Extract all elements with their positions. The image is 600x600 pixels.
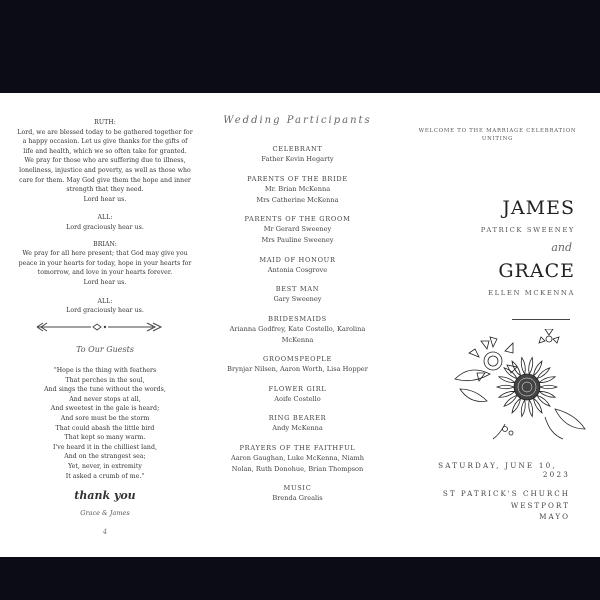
participant-section <box>210 285 385 305</box>
poem-line: And on the strangest sea; <box>64 453 146 461</box>
bride-first-name: GRACE <box>498 260 575 282</box>
wedding-program-page <box>0 93 600 557</box>
sunflower-petal <box>539 377 555 383</box>
participant-name: Mr Gerard Sweeney <box>263 225 332 233</box>
participant-section <box>210 256 385 276</box>
participant-role: PRAYERS OF THE FAITHFUL <box>239 443 356 452</box>
participant-name: Antonia Cosgrove <box>267 265 328 274</box>
date-line-1: SATURDAY, JUNE 10, <box>438 461 557 470</box>
brian-prayer-line: We pray for all here present; that God may give you <box>22 250 188 258</box>
all-label-1: ALL: <box>97 214 113 222</box>
ruth-prayer-line: loneliness, injustice and poverty, as well as those who <box>19 166 191 174</box>
participant-name: Brynjar Nilsen, Aaron Worth, Lisa Hopper <box>227 365 368 373</box>
participant-name: Gary Sweeney <box>273 295 322 303</box>
all-response-1: Lord graciously hear us. <box>66 223 144 231</box>
ruth-prayer-line: Lord hear us. <box>83 195 127 203</box>
venue-line-1: ST PATRICK'S CHURCH <box>442 489 570 498</box>
guests-heading: To Our Guests <box>76 345 134 354</box>
poem-line: And sore must be the storm <box>60 414 150 422</box>
participant-role: RING BEARER <box>268 414 327 422</box>
ruth-label: RUTH: <box>94 119 116 126</box>
participant-role: BEST MAN <box>275 285 320 293</box>
participant-name: Aaron Gaughan, Luke McKenna, Niamh <box>230 453 365 462</box>
sunflower-petal <box>529 400 533 417</box>
poem-line: "Hope is the thing with feathers <box>53 367 157 374</box>
welcome-line-1: WELCOME TO THE MARRIAGE CELEBRATION <box>418 128 577 134</box>
divider-line <box>512 319 570 320</box>
participant-section <box>210 145 385 165</box>
sunflower-petal <box>521 357 525 374</box>
participants-list <box>210 145 385 514</box>
groom-surname: PATRICK SWEENEY <box>480 226 575 234</box>
ruth-prayer-line: We pray for those who are suffering due to illness, <box>24 157 186 165</box>
all-response-2: Lord graciously hear us. <box>66 307 144 315</box>
sunflower-petal <box>499 391 515 397</box>
ruth-prayer-line: a happy occasion. Let us give thanks for the gifts of <box>22 138 188 146</box>
participant-section <box>210 215 385 246</box>
poem-line: And never stops at all, <box>69 395 141 403</box>
venue-block <box>443 488 570 523</box>
participant-section <box>210 484 385 504</box>
participant-name: Father Kevin Hegarty <box>261 155 334 163</box>
participant-role: PARENTS OF THE BRIDE <box>247 174 348 183</box>
brian-prayer-line: Lord hear us. <box>83 278 127 286</box>
participant-name: Mr. Brian McKenna <box>264 184 331 193</box>
sunflower-petal <box>521 400 525 417</box>
participant-section <box>210 355 385 375</box>
participant-section <box>210 385 385 405</box>
venue-line-3: MAYO <box>539 512 570 521</box>
sunflower-petal <box>540 385 557 389</box>
brian-prayer-line: tomorrow, and love in your hearts forever. <box>37 269 173 277</box>
participant-section <box>210 315 385 346</box>
right-panel <box>395 93 600 557</box>
ruth-prayer <box>0 128 210 205</box>
groom-first-name: JAMES <box>502 197 575 219</box>
ruth-prayer-line: life and health, which we so often take for granted. <box>23 147 187 155</box>
brian-label: BRIAN: <box>93 240 117 248</box>
participants-title: Wedding Participants <box>223 115 372 126</box>
participant-role: PARENTS OF THE GROOM <box>244 215 351 223</box>
ruth-prayer-line: care for them. May God give them the hope and inner <box>19 176 191 184</box>
sunflower-petal <box>529 357 533 374</box>
poem-line: I've heard it in the chilliest land, <box>53 443 157 451</box>
date-block <box>395 461 600 479</box>
welcome-text <box>395 127 600 143</box>
venue-line-2: WESTPORT <box>510 500 570 510</box>
poem-line: It asked a crumb of me." <box>65 472 145 480</box>
poem-line: That could abash the little bird <box>55 424 155 432</box>
welcome-line-2: UNITING <box>481 136 514 142</box>
participant-section <box>210 444 385 475</box>
sunflower-petal <box>539 391 555 397</box>
poem-line: And sings the tune without the words, <box>44 386 166 394</box>
ruth-prayer-line: Lord, we are blessed today to be gathered together for <box>17 128 193 136</box>
and-word: and <box>551 241 572 254</box>
brian-prayer <box>0 249 210 287</box>
participant-name: Mrs Pauline Sweeney <box>261 236 334 244</box>
poem-line: That perches in the soul, <box>65 376 145 384</box>
sunflower-illustration-icon <box>445 329 595 441</box>
arrow-divider-icon <box>35 321 163 333</box>
participant-name: Mrs Catherine McKenna <box>256 195 339 204</box>
signature: Grace & James <box>80 509 130 517</box>
poem <box>0 366 210 481</box>
middle-panel <box>210 93 385 557</box>
participant-role: FLOWER GIRL <box>268 384 327 393</box>
participant-section <box>210 175 385 206</box>
participant-name: Aoife Costello <box>274 394 321 403</box>
participant-name: Brenda Grealis <box>272 494 323 502</box>
all-label-2: ALL: <box>97 297 113 305</box>
bottom-dark-band <box>0 557 600 600</box>
participant-role: BRIDESMAIDS <box>268 314 327 323</box>
participant-role: GROOMSPEOPLE <box>263 355 332 363</box>
participant-section <box>210 414 385 434</box>
bride-surname: ELLEN MCKENNA <box>488 289 575 297</box>
participant-role: MAID OF HONOUR <box>259 255 336 264</box>
participant-name: McKenna <box>281 335 314 344</box>
participant-name: Arianna Godfrey, Kate Costello, Karolina <box>229 324 366 333</box>
ruth-block <box>0 118 210 316</box>
thank-you-text: thank you <box>74 489 136 502</box>
poem-line: And sweetest in the gale is heard; <box>50 405 160 413</box>
participant-name: Andy McKenna <box>272 424 323 432</box>
date-line-2: 2023 <box>542 470 570 479</box>
participant-name: Nolan, Ruth Donohue, Brian Thompson <box>231 464 364 473</box>
page-number: 4 <box>102 528 108 536</box>
participant-role: MUSIC <box>283 484 312 492</box>
sunflower-petal <box>499 377 515 383</box>
poem-line: Yet, never, in extremity <box>68 462 142 470</box>
brian-prayer-line: peace in your hearts for today, hope in your hearts for <box>18 259 192 267</box>
participant-role: CELEBRANT <box>272 145 323 153</box>
poem-line: That kept so many warm. <box>64 434 146 442</box>
top-dark-band <box>0 0 600 93</box>
ruth-prayer-line: strength that they need. <box>66 186 144 194</box>
sunflower-petal <box>497 385 514 389</box>
left-panel <box>0 93 210 557</box>
